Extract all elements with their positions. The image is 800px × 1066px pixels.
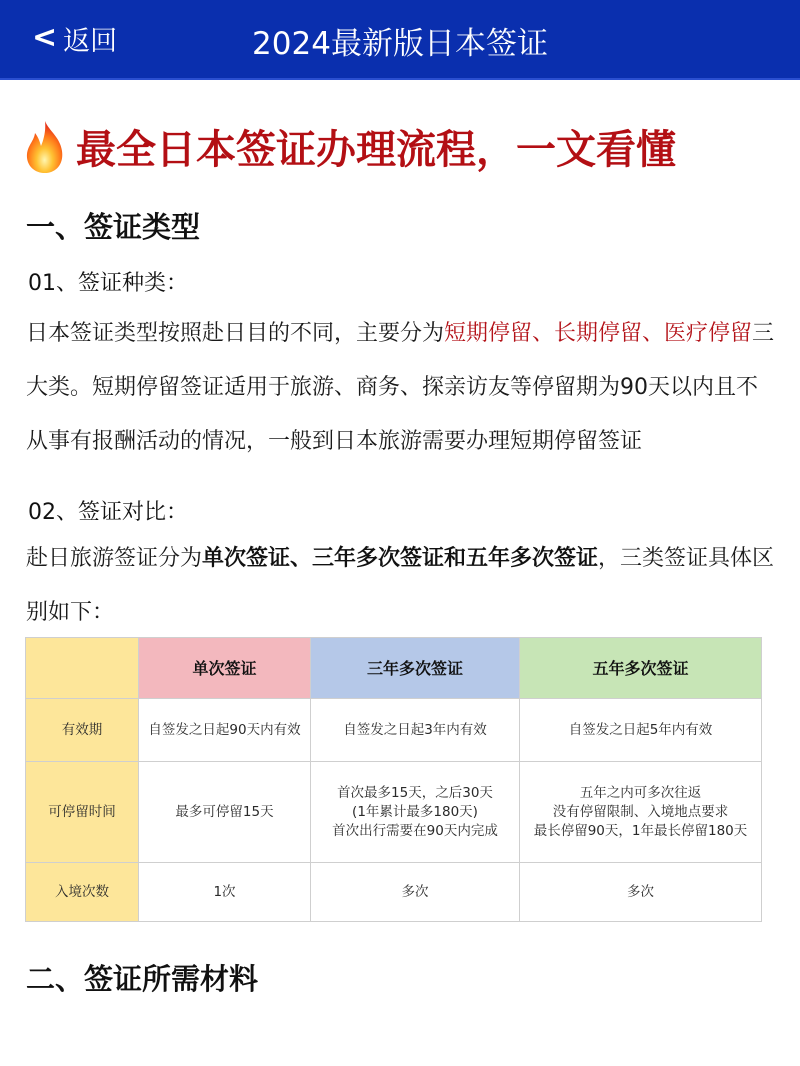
chevron-left-icon: <	[32, 20, 58, 55]
visa-comparison-paragraph	[26, 532, 776, 640]
column-header-single: 单次签证	[139, 638, 311, 699]
table-cell	[520, 762, 762, 863]
paragraph-text: ，三类签证具体区别如下：	[26, 546, 775, 625]
paragraph-text: 赴日旅游签证分为	[26, 546, 203, 571]
cell-line: 首次出行需要在90天内完成	[332, 822, 498, 839]
cell-line: 没有停留限制、入境地点要求	[552, 803, 729, 820]
table-cell: 自签发之日起90天内有效	[139, 699, 311, 762]
subheading-visa-kinds: 01、签证种类：	[28, 271, 188, 296]
table-cell	[311, 762, 520, 863]
section-heading-visa-types: 一、签证类型	[26, 210, 201, 244]
paragraph-text: 日本签证类型按照赴日目的不同，主要分为	[26, 321, 445, 346]
table-cell: 1次	[139, 863, 311, 922]
table-row	[26, 699, 762, 762]
fire-icon	[22, 119, 68, 175]
back-label: 返回	[63, 25, 118, 57]
table-corner-cell	[26, 638, 139, 699]
hero-title: 最全日本签证办理流程，一文看懂	[76, 127, 676, 173]
table-row	[26, 863, 762, 922]
cell-line: (1年累计最多180天)	[352, 803, 478, 820]
cell-line: 五年之内可多次往返	[579, 784, 702, 801]
subheading-visa-comparison: 02、签证对比：	[28, 500, 188, 525]
table-header-row	[26, 638, 762, 699]
column-header-three-year: 三年多次签证	[311, 638, 520, 699]
table-row	[26, 762, 762, 863]
highlight-text: 短期停留、长期停留、医疗停留	[444, 321, 753, 346]
hero-headline	[22, 118, 676, 175]
row-label: 可停留时间	[26, 762, 139, 863]
visa-kinds-paragraph	[26, 307, 776, 469]
table-cell: 多次	[520, 863, 762, 922]
table-cell: 自签发之日起5年内有效	[520, 699, 762, 762]
row-label: 入境次数	[26, 863, 139, 922]
column-header-five-year: 五年多次签证	[520, 638, 762, 699]
section-heading-required-materials: 二、签证所需材料	[26, 962, 259, 996]
top-nav-bar	[0, 0, 800, 80]
row-label: 有效期	[26, 699, 139, 762]
table-cell: 最多可停留15天	[139, 762, 311, 863]
cell-line: 首次最多15天，之后30天	[337, 784, 493, 801]
cell-line: 最长停留90天，1年最长停留180天	[533, 822, 748, 839]
page-title: 2024最新版日本签证	[252, 26, 548, 62]
bold-text: 单次签证、三年多次签证和五年多次签证	[202, 546, 599, 571]
table-cell: 多次	[311, 863, 520, 922]
paragraph-text: 三大类。短期停留签证适用于旅游、商务、探亲访友等停留期为90天以内且不从事有报酬活动的情况，一般到日本旅游需要办理短期停留签证	[26, 321, 775, 454]
visa-comparison-table	[25, 637, 762, 922]
table-cell: 自签发之日起3年内有效	[311, 699, 520, 762]
